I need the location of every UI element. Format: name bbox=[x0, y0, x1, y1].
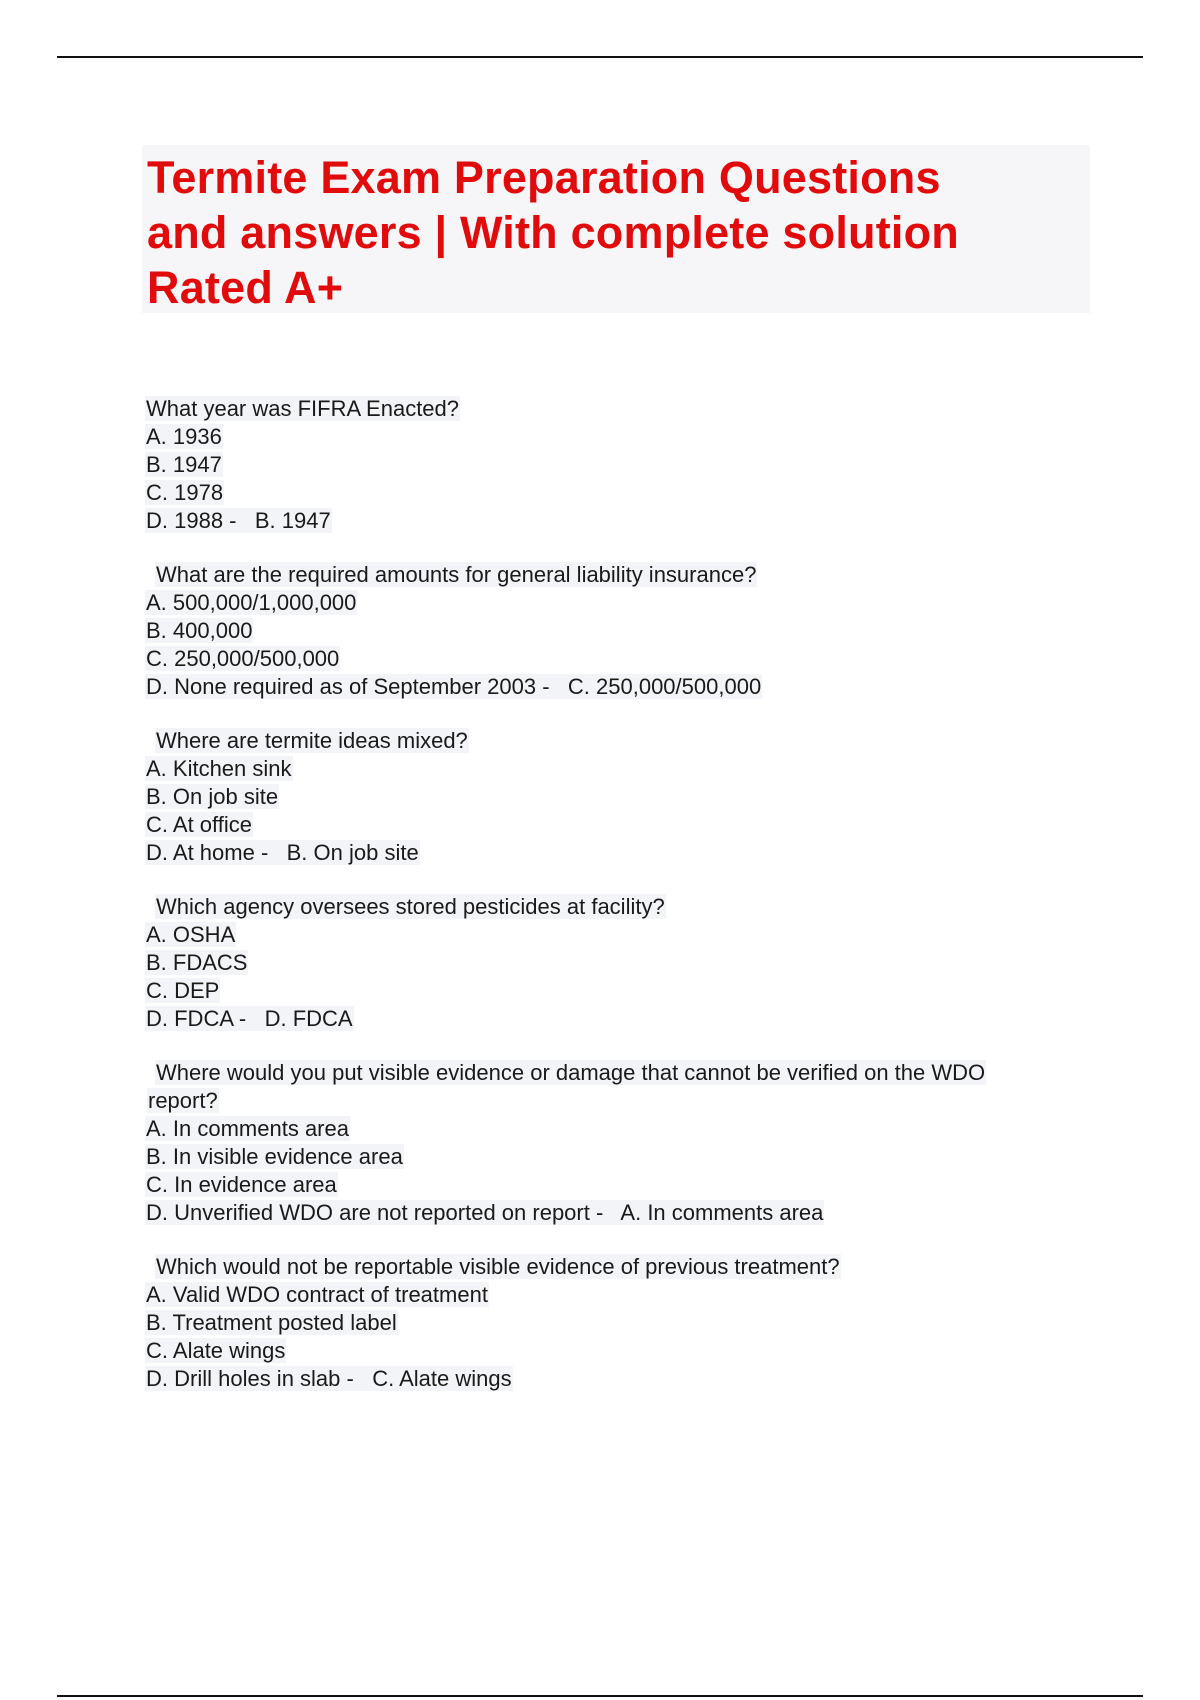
option-d: D. Unverified WDO are not reported on report bbox=[146, 1200, 590, 1225]
question-text: Which would not be reportable visible evidence of previous treatment? bbox=[156, 1254, 840, 1279]
option-b: B. Treatment posted label bbox=[146, 1310, 397, 1335]
answer: C. Alate wings bbox=[372, 1366, 512, 1391]
option-a: A. 1936 bbox=[146, 424, 222, 449]
option-b: B. 400,000 bbox=[146, 618, 253, 643]
question-6: Which would not be reportable visible evidence of previous treatment? A. Valid WDO contract of treatment B. Treatment posted label C. Alate wings D. Drill holes in slab - C. Alate wings bbox=[145, 1253, 1095, 1393]
option-a: A. 500,000/1,000,000 bbox=[146, 590, 357, 615]
title-line-1: Termite Exam Preparation Questions bbox=[147, 152, 941, 203]
question-text-continued: report? bbox=[148, 1088, 218, 1113]
option-a: A. Valid WDO contract of treatment bbox=[146, 1282, 488, 1307]
title-line-3: Rated A+ bbox=[147, 262, 344, 313]
option-c: C. 250,000/500,000 bbox=[146, 646, 340, 671]
option-c: C. At office bbox=[146, 812, 252, 837]
option-d: D. FDCA bbox=[146, 1006, 233, 1031]
question-list bbox=[145, 395, 1095, 1419]
answer: B. 1947 bbox=[254, 508, 331, 533]
question-4: Which agency oversees stored pesticides at facility? A. OSHA B. FDACS C. DEP D. FDCA - D. FDCA bbox=[145, 893, 1095, 1033]
option-c: C. Alate wings bbox=[146, 1338, 286, 1363]
option-b: B. On job site bbox=[146, 784, 279, 809]
option-a: A. OSHA bbox=[146, 922, 236, 947]
option-d: D. None required as of September 2003 bbox=[146, 674, 537, 699]
option-a: A. In comments area bbox=[146, 1116, 349, 1141]
title-block bbox=[142, 145, 1090, 313]
option-a: A. Kitchen sink bbox=[146, 756, 292, 781]
header-rule bbox=[57, 56, 1143, 58]
question-3: Where are termite ideas mixed? A. Kitchen sink B. On job site C. At office D. At home - B. On job site bbox=[145, 727, 1095, 867]
question-text: Where would you put visible evidence or damage that cannot be verified on the WDO bbox=[156, 1060, 986, 1085]
title-line-2: and answers | With complete solution bbox=[147, 207, 959, 258]
question-2: What are the required amounts for general liability insurance? A. 500,000/1,000,000 B. 400,000 C. 250,000/500,000 D. None required as of September 2003 - C. 250,000/500,000 bbox=[145, 561, 1095, 701]
question-5: Where would you put visible evidence or damage that cannot be verified on the WDO report? A. In comments area B. In visible evidence area C. In evidence area D. Unverified WDO are not reported on report - A. In comments area bbox=[145, 1059, 1095, 1227]
option-d: D. Drill holes in slab bbox=[146, 1366, 341, 1391]
option-d: D. At home bbox=[146, 840, 255, 865]
option-c: C. In evidence area bbox=[146, 1172, 337, 1197]
answer: D. FDCA bbox=[264, 1006, 353, 1031]
option-c: C. DEP bbox=[146, 978, 220, 1003]
question-1: What year was FIFRA Enacted? A. 1936 B. 1947 C. 1978 D. 1988 - B. 1947 bbox=[145, 395, 1095, 535]
question-text: What are the required amounts for general liability insurance? bbox=[156, 562, 757, 587]
answer: A. In comments area bbox=[620, 1200, 824, 1225]
answer: C. 250,000/500,000 bbox=[567, 674, 762, 699]
document-title bbox=[147, 150, 1086, 315]
option-c: C. 1978 bbox=[146, 480, 224, 505]
question-text: What year was FIFRA Enacted? bbox=[146, 396, 460, 421]
option-d: D. 1988 bbox=[146, 508, 224, 533]
option-b: B. 1947 bbox=[146, 452, 222, 477]
option-b: B. FDACS bbox=[146, 950, 248, 975]
option-b: B. In visible evidence area bbox=[146, 1144, 403, 1169]
answer: B. On job site bbox=[286, 840, 419, 865]
footer-rule bbox=[57, 1695, 1143, 1697]
question-text: Where are termite ideas mixed? bbox=[156, 728, 468, 753]
question-text: Which agency oversees stored pesticides at facility? bbox=[156, 894, 665, 919]
